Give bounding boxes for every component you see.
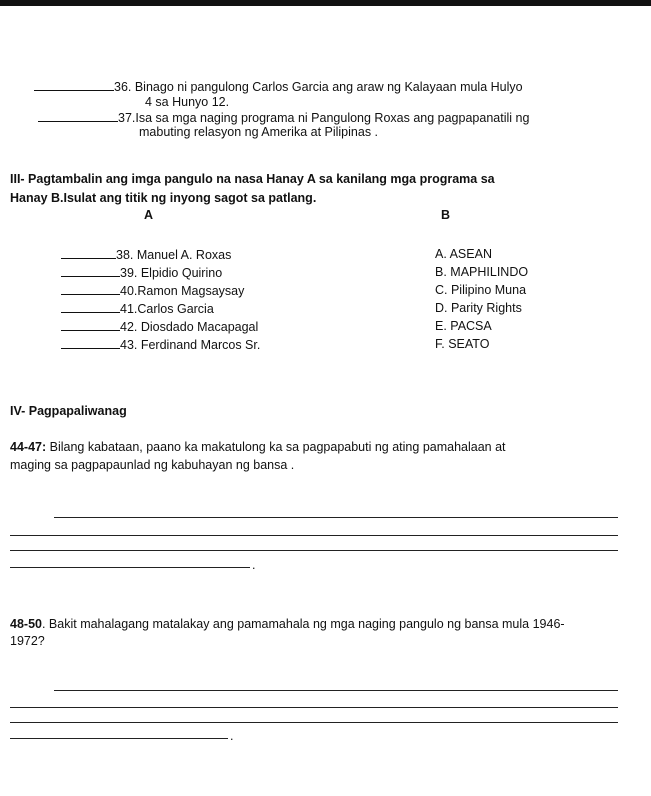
question-text: Bilang kabataan, paano ka makatulong ka sa pagpapabuti ng ating pamahalaan at [46,440,506,454]
item-37-text-cont: mabuting relasyon ng Amerika at Pilipinas . [139,125,379,139]
answer-line[interactable] [10,738,228,739]
answer-blank[interactable] [61,283,120,295]
match-item-39 [61,265,222,280]
top-border [0,0,651,6]
question-text: . Bakit mahalagang matalakay ang pamamahala ng mga naging pangulo ng bansa mula 1946- [41,617,565,631]
answer-blank[interactable] [61,319,120,331]
answer-blank[interactable] [61,337,120,349]
match-item-38 [61,247,231,262]
item-36-text: 36. Binago ni pangulong Carlos Garcia ang araw ng Kalayaan mula Hulyo [114,80,523,94]
program-option-e: E. PACSA [435,319,492,333]
match-item-41 [61,301,214,316]
match-item-40 [61,283,244,298]
president-name: 39. Elpidio Quirino [120,266,223,280]
answer-blank[interactable] [61,247,116,259]
item-36 [34,79,523,94]
column-b-header: B [441,208,451,222]
answer-line[interactable] [54,517,618,518]
president-name: 43. Ferdinand Marcos Sr. [120,338,261,352]
match-item-43 [61,337,260,352]
president-name: 40.Ramon Magsaysay [120,284,245,298]
question-number: 44-47: [10,440,47,454]
answer-end-mark: . [252,558,256,572]
answer-line[interactable] [10,567,250,568]
answer-line[interactable] [10,707,618,708]
question-48-50-text-cont: 1972? [10,634,45,648]
column-a-header: A [144,208,154,222]
program-option-b: B. MAPHILINDO [435,265,529,279]
match-item-42 [61,319,258,334]
item-37 [38,110,529,125]
program-option-d: D. Parity Rights [435,301,522,315]
question-48-50 [10,617,565,631]
answer-line[interactable] [54,690,618,691]
question-number: 48-50 [10,617,42,631]
answer-line[interactable] [10,535,618,536]
section-4-title: IV- Pagpapaliwanag [10,404,127,418]
section-3-instructions: Hanay B.Isulat ang titik ng inyong sagot sa patlang. [10,191,317,205]
section-3-title: III- Pagtambalin ang imga pangulo na nasa Hanay A sa kanilang mga programa sa [10,172,495,186]
program-option-c: C. Pilipino Muna [435,283,527,297]
answer-blank[interactable] [61,265,120,277]
question-44-47-text-cont: maging sa pagpapaunlad ng kabuhayan ng bansa . [10,458,295,472]
answer-blank[interactable] [38,110,118,122]
program-option-f: F. SEATO [435,337,490,351]
answer-end-mark: . [230,729,234,743]
answer-blank[interactable] [61,301,120,313]
answer-blank[interactable] [34,79,114,91]
answer-line[interactable] [10,550,618,551]
program-option-a: A. ASEAN [435,247,492,261]
answer-line[interactable] [10,722,618,723]
question-44-47 [10,440,506,454]
president-name: 38. Manuel A. Roxas [116,248,232,262]
president-name: 41.Carlos Garcia [120,302,214,316]
item-37-text: 37.Isa sa mga naging programa ni Pangulong Roxas ang pagpapanatili ng [118,111,530,125]
item-36-text-cont: 4 sa Hunyo 12. [145,95,230,109]
president-name: 42. Diosdado Macapagal [120,320,259,334]
